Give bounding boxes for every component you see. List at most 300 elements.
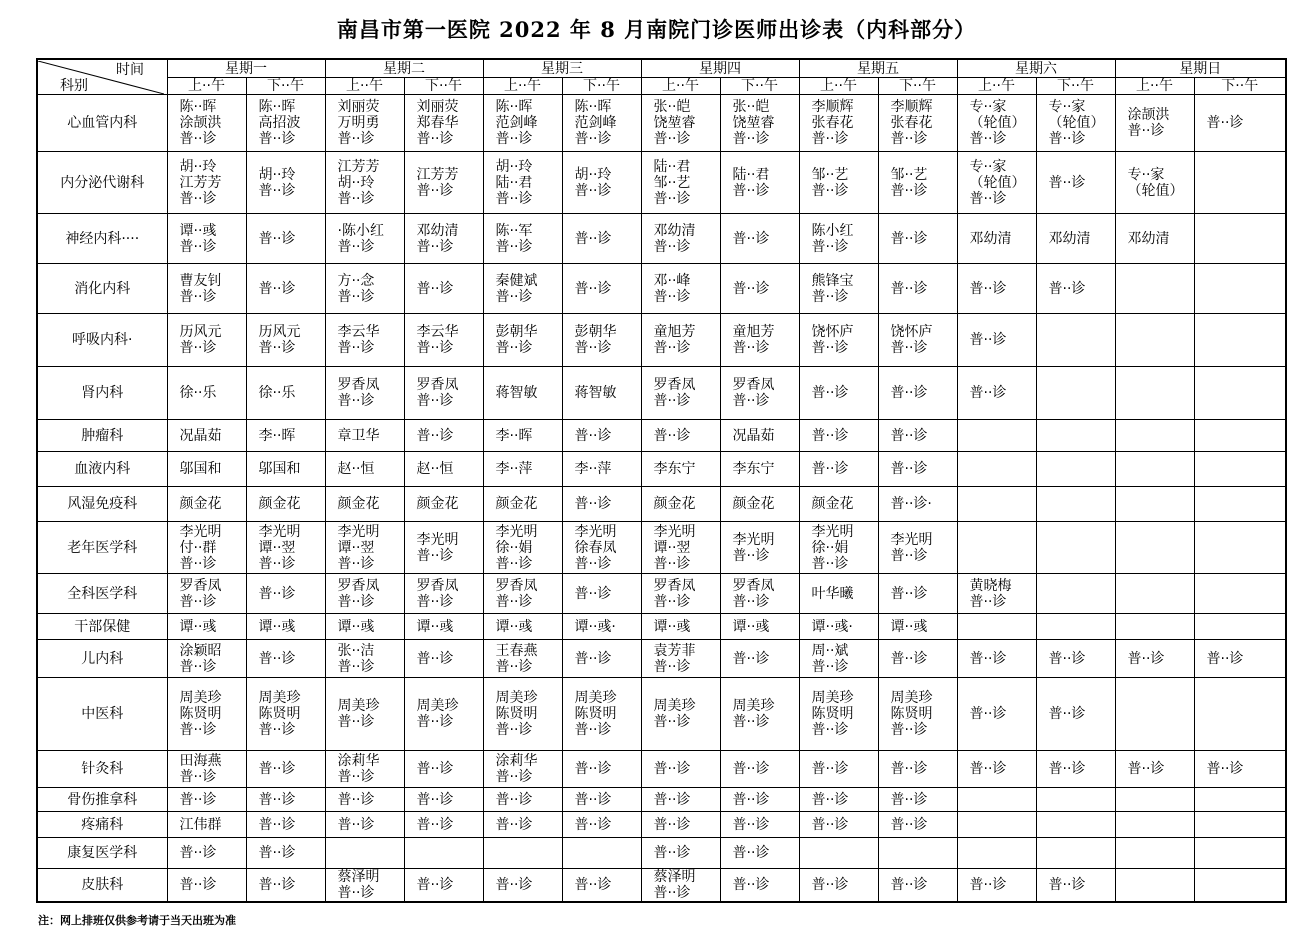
schedule-cell: 普··诊 — [404, 812, 483, 838]
department-name: 肿瘤科 — [37, 420, 167, 452]
schedule-cell: 谭··彧 — [246, 614, 325, 640]
schedule-cell: 周美珍 陈贤明 普··诊 — [246, 678, 325, 751]
day-header: 星期二 — [325, 59, 483, 78]
schedule-cell: 秦健斌 普··诊 — [483, 264, 562, 314]
schedule-cell — [1115, 452, 1194, 487]
schedule-cell — [1115, 812, 1194, 838]
schedule-cell — [1036, 420, 1115, 452]
schedule-cell — [957, 420, 1036, 452]
schedule-cell: 罗香凤 普··诊 — [720, 574, 799, 614]
schedule-cell: 历风元 普··诊 — [246, 314, 325, 367]
schedule-cell: 普··诊 — [720, 751, 799, 788]
schedule-cell: 普··诊 — [246, 640, 325, 678]
schedule-cell: 张··皑 饶堃睿 普··诊 — [641, 95, 720, 152]
schedule-cell: 江芳芳 普··诊 — [404, 152, 483, 214]
schedule-cell: 刘丽荧 郑春华 普··诊 — [404, 95, 483, 152]
time-label: 时间 — [116, 61, 144, 78]
schedule-cell: 专··家 （轮值） 普··诊 — [957, 95, 1036, 152]
morning-header: 上··午 — [641, 78, 720, 95]
schedule-cell: 李东宁 — [641, 452, 720, 487]
schedule-cell: 陈··晖 高招波 普··诊 — [246, 95, 325, 152]
schedule-cell: 饶怀庐 普··诊 — [878, 314, 957, 367]
footnote: 注：网上排班仅供参考请于当天出班为准 — [38, 914, 236, 927]
schedule-cell — [1115, 788, 1194, 812]
afternoon-header: 下··午 — [246, 78, 325, 95]
schedule-cell: 普··诊 — [799, 812, 878, 838]
schedule-cell: 普··诊 — [957, 367, 1036, 420]
schedule-cell: 谭··彧· — [562, 614, 641, 640]
schedule-cell: 童旭芳 普··诊 — [641, 314, 720, 367]
schedule-cell: 普··诊 — [1036, 751, 1115, 788]
schedule-cell — [1036, 812, 1115, 838]
schedule-cell: 普··诊 — [957, 678, 1036, 751]
schedule-cell: 邬国和 — [246, 452, 325, 487]
schedule-cell: 专··家 （轮值） 普··诊 — [957, 152, 1036, 214]
table-row — [37, 487, 1286, 522]
schedule-cell: 颜金花 — [641, 487, 720, 522]
schedule-cell — [1115, 869, 1194, 903]
schedule-cell — [957, 452, 1036, 487]
schedule-cell: 周美珍 普··诊 — [720, 678, 799, 751]
schedule-cell: 普··诊 — [641, 838, 720, 869]
department-name: 肾内科 — [37, 367, 167, 420]
schedule-cell: 周美珍 陈贤明 普··诊 — [167, 678, 246, 751]
schedule-cell: 李光明 谭··翌 普··诊 — [246, 522, 325, 574]
table-row — [37, 838, 1286, 869]
schedule-cell — [1194, 614, 1286, 640]
schedule-cell: 方··念 普··诊 — [325, 264, 404, 314]
schedule-cell: 谭··彧 — [483, 614, 562, 640]
morning-header: 上··午 — [483, 78, 562, 95]
schedule-cell: 周美珍 陈贤明 普··诊 — [483, 678, 562, 751]
schedule-cell: 蔡泽明 普··诊 — [325, 869, 404, 903]
schedule-cell — [1115, 678, 1194, 751]
schedule-cell: 胡··玲 陆··君 普··诊 — [483, 152, 562, 214]
schedule-cell: 普··诊 — [1194, 95, 1286, 152]
schedule-cell: 罗香凤 普··诊 — [167, 574, 246, 614]
schedule-cell: 饶怀庐 普··诊 — [799, 314, 878, 367]
schedule-cell: 普··诊 — [641, 788, 720, 812]
schedule-cell: 普··诊 — [878, 420, 957, 452]
table-row — [37, 420, 1286, 452]
schedule-cell: 普··诊 — [720, 838, 799, 869]
schedule-cell — [957, 614, 1036, 640]
afternoon-header: 下··午 — [1036, 78, 1115, 95]
schedule-cell: 李光明 徐··娟 普··诊 — [799, 522, 878, 574]
department-name: 风湿免疫科 — [37, 487, 167, 522]
schedule-cell: 普··诊 — [246, 838, 325, 869]
schedule-cell: 普··诊 — [483, 812, 562, 838]
schedule-cell: 陈··晖 涂颉洪 普··诊 — [167, 95, 246, 152]
schedule-cell — [483, 838, 562, 869]
schedule-cell: 颜金花 — [483, 487, 562, 522]
schedule-cell: 普··诊 — [1194, 751, 1286, 788]
schedule-cell — [1115, 314, 1194, 367]
schedule-cell: 江芳芳 胡··玲 普··诊 — [325, 152, 404, 214]
schedule-cell: 颜金花 — [246, 487, 325, 522]
schedule-cell: 邓幼清 — [957, 214, 1036, 264]
table-row — [37, 751, 1286, 788]
schedule-cell: 普··诊 — [562, 264, 641, 314]
schedule-cell — [799, 838, 878, 869]
schedule-cell — [1036, 574, 1115, 614]
schedule-cell: 李云华 普··诊 — [404, 314, 483, 367]
schedule-cell: 陈小红 普··诊 — [799, 214, 878, 264]
department-name: 康复医学科 — [37, 838, 167, 869]
schedule-cell: 普··诊 — [1036, 678, 1115, 751]
schedule-cell — [957, 838, 1036, 869]
schedule-cell: 普··诊 — [562, 640, 641, 678]
schedule-cell: 普··诊 — [1036, 264, 1115, 314]
schedule-cell: 普··诊 — [562, 869, 641, 903]
schedule-cell: 普··诊 — [878, 869, 957, 903]
schedule-cell: 普··诊 — [246, 214, 325, 264]
schedule-cell: 胡··玲 江芳芳 普··诊 — [167, 152, 246, 214]
department-name: 疼痛科 — [37, 812, 167, 838]
schedule-cell: 普··诊 — [1036, 152, 1115, 214]
schedule-cell — [562, 838, 641, 869]
schedule-cell — [1194, 214, 1286, 264]
corner-header — [37, 59, 167, 95]
schedule-cell: 谭··彧· — [799, 614, 878, 640]
schedule-cell: 谭··彧 — [641, 614, 720, 640]
schedule-cell: 李顺辉 张春花 普··诊 — [878, 95, 957, 152]
schedule-cell: 专··家 （轮值） 普··诊 — [1036, 95, 1115, 152]
schedule-cell: 李东宁 — [720, 452, 799, 487]
schedule-cell: ·陈小红 普··诊 — [325, 214, 404, 264]
schedule-cell: 周··斌 普··诊 — [799, 640, 878, 678]
schedule-cell: 谭··彧 普··诊 — [167, 214, 246, 264]
schedule-cell — [325, 838, 404, 869]
schedule-cell: 普··诊 — [878, 640, 957, 678]
table-row — [37, 640, 1286, 678]
schedule-cell: 普··诊 — [957, 264, 1036, 314]
department-name: 骨伤推拿科 — [37, 788, 167, 812]
schedule-cell: 李光明 付··群 普··诊 — [167, 522, 246, 574]
schedule-cell: 李光明 谭··翌 普··诊 — [325, 522, 404, 574]
schedule-cell: 普··诊 — [957, 751, 1036, 788]
schedule-cell: 李··萍 — [562, 452, 641, 487]
schedule-cell: 普··诊 — [167, 869, 246, 903]
schedule-cell: 蒋智敏 — [562, 367, 641, 420]
schedule-cell: 涂莉华 普··诊 — [483, 751, 562, 788]
schedule-cell — [1194, 452, 1286, 487]
schedule-cell: 普··诊 — [641, 812, 720, 838]
schedule-cell: 罗香凤 普··诊 — [325, 367, 404, 420]
department-name: 中医科 — [37, 678, 167, 751]
schedule-cell — [1115, 487, 1194, 522]
schedule-cell: 胡··玲 普··诊 — [562, 152, 641, 214]
schedule-cell: 谭··彧 — [167, 614, 246, 640]
table-row — [37, 452, 1286, 487]
schedule-cell: 黄晓梅 普··诊 — [957, 574, 1036, 614]
schedule-cell: 章卫华 — [325, 420, 404, 452]
schedule-cell: 李··萍 — [483, 452, 562, 487]
schedule-cell — [1194, 574, 1286, 614]
schedule-cell: 颜金花 — [799, 487, 878, 522]
schedule-cell: 普··诊 — [167, 788, 246, 812]
department-name: 呼吸内科· — [37, 314, 167, 367]
schedule-cell: 普··诊 — [404, 869, 483, 903]
schedule-cell: 邓幼清 普··诊 — [404, 214, 483, 264]
table-row — [37, 314, 1286, 367]
schedule-cell: 陆··君 邹··艺 普··诊 — [641, 152, 720, 214]
schedule-cell: 邓幼清 普··诊 — [641, 214, 720, 264]
table-row — [37, 614, 1286, 640]
schedule-cell: 袁芳菲 普··诊 — [641, 640, 720, 678]
day-header: 星期一 — [167, 59, 325, 78]
schedule-cell: 普··诊 — [878, 788, 957, 812]
schedule-cell: 蒋智敏 — [483, 367, 562, 420]
department-name: 消化内科 — [37, 264, 167, 314]
morning-header: 上··午 — [1115, 78, 1194, 95]
department-name: 老年医学科 — [37, 522, 167, 574]
department-name: 全科医学科 — [37, 574, 167, 614]
schedule-cell: 普··诊 — [720, 264, 799, 314]
day-header: 星期五 — [799, 59, 957, 78]
schedule-cell: 周美珍 普··诊 — [404, 678, 483, 751]
schedule-cell: 邹··艺 普··诊 — [799, 152, 878, 214]
schedule-cell: 普··诊 — [799, 420, 878, 452]
schedule-cell: 普··诊 — [562, 214, 641, 264]
schedule-cell: 李··晖 — [483, 420, 562, 452]
afternoon-header: 下··午 — [720, 78, 799, 95]
schedule-cell: 周美珍 普··诊 — [641, 678, 720, 751]
schedule-cell — [957, 812, 1036, 838]
schedule-cell — [1115, 264, 1194, 314]
schedule-cell — [1036, 367, 1115, 420]
schedule-cell — [1194, 487, 1286, 522]
department-name: 儿内科 — [37, 640, 167, 678]
schedule-cell: 颜金花 — [404, 487, 483, 522]
table-row — [37, 214, 1286, 264]
schedule-cell: 李光明 徐春凤 普··诊 — [562, 522, 641, 574]
schedule-cell: 赵··恒 — [404, 452, 483, 487]
schedule-cell — [1194, 314, 1286, 367]
schedule-cell: 曹友钊 普··诊 — [167, 264, 246, 314]
schedule-cell: 李光明 徐··娟 普··诊 — [483, 522, 562, 574]
schedule-cell: 邓幼清 — [1115, 214, 1194, 264]
schedule-cell — [1115, 614, 1194, 640]
department-name: 干部保健 — [37, 614, 167, 640]
schedule-cell: 邬国和 — [167, 452, 246, 487]
schedule-cell: 徐··乐 — [246, 367, 325, 420]
table-row — [37, 574, 1286, 614]
page-title: 南昌市第一医院 2022 年 8 月南院门诊医师出诊表（内科部分） — [336, 17, 977, 42]
schedule-cell: 普··诊 — [167, 838, 246, 869]
day-header: 星期日 — [1115, 59, 1286, 78]
schedule-cell: 蔡泽明 普··诊 — [641, 869, 720, 903]
schedule-cell: 颜金花 — [720, 487, 799, 522]
schedule-cell: 普··诊 — [246, 812, 325, 838]
schedule-cell: 普··诊 — [1036, 640, 1115, 678]
schedule-cell: 普··诊 — [720, 812, 799, 838]
schedule-cell: 普··诊 — [483, 869, 562, 903]
schedule-cell — [1036, 614, 1115, 640]
dept-label: 科别 — [60, 77, 88, 94]
schedule-cell: 谭··彧 — [325, 614, 404, 640]
schedule-cell: 普··诊 — [246, 788, 325, 812]
schedule-cell: 童旭芳 普··诊 — [720, 314, 799, 367]
schedule-cell — [1194, 869, 1286, 903]
schedule-cell: 彭朝华 普··诊 — [483, 314, 562, 367]
schedule-cell: 普··诊 — [246, 574, 325, 614]
schedule-cell: 普··诊 — [878, 367, 957, 420]
day-header: 星期六 — [957, 59, 1115, 78]
schedule-cell: 普··诊 — [562, 487, 641, 522]
schedule-cell: 普··诊 — [562, 812, 641, 838]
schedule-cell: 王春燕 普··诊 — [483, 640, 562, 678]
schedule-cell: 普··诊 — [799, 788, 878, 812]
schedule-cell: 普··诊 — [246, 264, 325, 314]
schedule-cell — [1036, 522, 1115, 574]
schedule-cell: 普··诊 — [1115, 640, 1194, 678]
schedule-cell: 熊锋宝 普··诊 — [799, 264, 878, 314]
schedule-cell: 普··诊 — [641, 420, 720, 452]
schedule-cell — [1194, 367, 1286, 420]
schedule-cell: 普··诊 — [720, 640, 799, 678]
schedule-cell: 徐··乐 — [167, 367, 246, 420]
schedule-cell: 普··诊 — [878, 264, 957, 314]
schedule-cell: 普··诊 — [1036, 869, 1115, 903]
schedule-cell: 周美珍 陈贤明 普··诊 — [799, 678, 878, 751]
schedule-cell: 涂莉华 普··诊 — [325, 751, 404, 788]
table-row — [37, 678, 1286, 751]
schedule-cell: 普··诊 — [325, 812, 404, 838]
schedule-cell — [1036, 838, 1115, 869]
schedule-cell — [1115, 420, 1194, 452]
schedule-cell: 谭··彧 — [720, 614, 799, 640]
schedule-cell: 周美珍 普··诊 — [325, 678, 404, 751]
schedule-cell — [1194, 788, 1286, 812]
schedule-cell: 陆··君 普··诊 — [720, 152, 799, 214]
schedule-cell: 历风元 普··诊 — [167, 314, 246, 367]
schedule-cell: 谭··彧 — [404, 614, 483, 640]
schedule-cell: 普··诊 — [404, 640, 483, 678]
schedule-cell: 叶华曦 — [799, 574, 878, 614]
schedule-cell: 普··诊 — [404, 751, 483, 788]
table-row — [37, 522, 1286, 574]
schedule-cell: 陈··军 普··诊 — [483, 214, 562, 264]
schedule-cell: 涂颖昭 普··诊 — [167, 640, 246, 678]
schedule-cell — [1194, 264, 1286, 314]
schedule-cell — [404, 838, 483, 869]
schedule-cell: 李顺辉 张春花 普··诊 — [799, 95, 878, 152]
schedule-cell — [1194, 812, 1286, 838]
schedule-cell: 赵··恒 — [325, 452, 404, 487]
schedule-cell — [1115, 367, 1194, 420]
schedule-cell: 张··皑 饶堃睿 普··诊 — [720, 95, 799, 152]
afternoon-header: 下··午 — [878, 78, 957, 95]
schedule-cell: 颜金花 — [325, 487, 404, 522]
schedule-cell: 普··诊 — [799, 452, 878, 487]
schedule-cell: 彭朝华 普··诊 — [562, 314, 641, 367]
schedule-cell: 普··诊· — [878, 487, 957, 522]
schedule-cell: 田海燕 普··诊 — [167, 751, 246, 788]
schedule-cell: 普··诊 — [957, 869, 1036, 903]
schedule-cell: 普··诊 — [246, 751, 325, 788]
schedule-cell — [957, 487, 1036, 522]
department-name: 血液内科 — [37, 452, 167, 487]
department-name: 神经内科···· — [37, 214, 167, 264]
table-row — [37, 788, 1286, 812]
department-name: 皮肤科 — [37, 869, 167, 903]
schedule-cell: 普··诊 — [562, 788, 641, 812]
schedule-cell: 邓··峰 普··诊 — [641, 264, 720, 314]
schedule-cell: 谭··彧 — [878, 614, 957, 640]
schedule-cell: 江伟群 — [167, 812, 246, 838]
morning-header: 上··午 — [167, 78, 246, 95]
schedule-cell: 普··诊 — [799, 751, 878, 788]
schedule-cell: 李云华 普··诊 — [325, 314, 404, 367]
schedule-cell: 普··诊 — [404, 264, 483, 314]
schedule-cell: 涂颉洪 普··诊 — [1115, 95, 1194, 152]
schedule-cell: 普··诊 — [878, 214, 957, 264]
schedule-cell: 普··诊 — [562, 420, 641, 452]
schedule-cell: 普··诊 — [483, 788, 562, 812]
table-row — [37, 152, 1286, 214]
schedule-cell: 普··诊 — [404, 788, 483, 812]
schedule-cell: 邓幼清 — [1036, 214, 1115, 264]
morning-header: 上··午 — [325, 78, 404, 95]
afternoon-header: 下··午 — [1194, 78, 1286, 95]
schedule-cell — [1115, 838, 1194, 869]
schedule-cell: 普··诊 — [799, 869, 878, 903]
schedule-cell: 李光明 普··诊 — [878, 522, 957, 574]
schedule-cell — [1115, 574, 1194, 614]
schedule-cell: 普··诊 — [878, 812, 957, 838]
schedule-cell: 罗香凤 普··诊 — [404, 574, 483, 614]
schedule-cell — [1194, 152, 1286, 214]
schedule-cell: 罗香凤 普··诊 — [404, 367, 483, 420]
schedule-cell: 普··诊 — [246, 869, 325, 903]
schedule-cell: 普··诊 — [562, 751, 641, 788]
morning-header: 上··午 — [957, 78, 1036, 95]
schedule-cell: 李光明 普··诊 — [720, 522, 799, 574]
table-row — [37, 95, 1286, 152]
day-header: 星期三 — [483, 59, 641, 78]
schedule-cell: 普··诊 — [562, 574, 641, 614]
schedule-cell — [1194, 420, 1286, 452]
schedule-cell: 普··诊 — [404, 420, 483, 452]
schedule-cell — [1036, 487, 1115, 522]
schedule-cell: 专··家 （轮值） — [1115, 152, 1194, 214]
schedule-cell: 普··诊 — [1194, 640, 1286, 678]
table-row — [37, 264, 1286, 314]
schedule-cell — [1036, 788, 1115, 812]
schedule-cell — [957, 788, 1036, 812]
schedule-cell: 颜金花 — [167, 487, 246, 522]
department-name: 针灸科 — [37, 751, 167, 788]
schedule-cell: 普··诊 — [799, 367, 878, 420]
schedule-cell: 普··诊 — [641, 751, 720, 788]
schedule-cell — [1194, 838, 1286, 869]
schedule-cell: 普··诊 — [1115, 751, 1194, 788]
schedule-cell — [1036, 452, 1115, 487]
schedule-cell: 普··诊 — [878, 751, 957, 788]
schedule-cell — [1036, 314, 1115, 367]
morning-header: 上··午 — [799, 78, 878, 95]
diagonal-line — [38, 61, 164, 94]
schedule-cell — [1194, 522, 1286, 574]
schedule-cell — [878, 838, 957, 869]
table-row — [37, 367, 1286, 420]
schedule-cell: 胡··玲 普··诊 — [246, 152, 325, 214]
afternoon-header: 下··午 — [562, 78, 641, 95]
schedule-cell: 普··诊 — [720, 214, 799, 264]
schedule-cell — [957, 522, 1036, 574]
schedule-cell: 李光明 谭··翌 普··诊 — [641, 522, 720, 574]
